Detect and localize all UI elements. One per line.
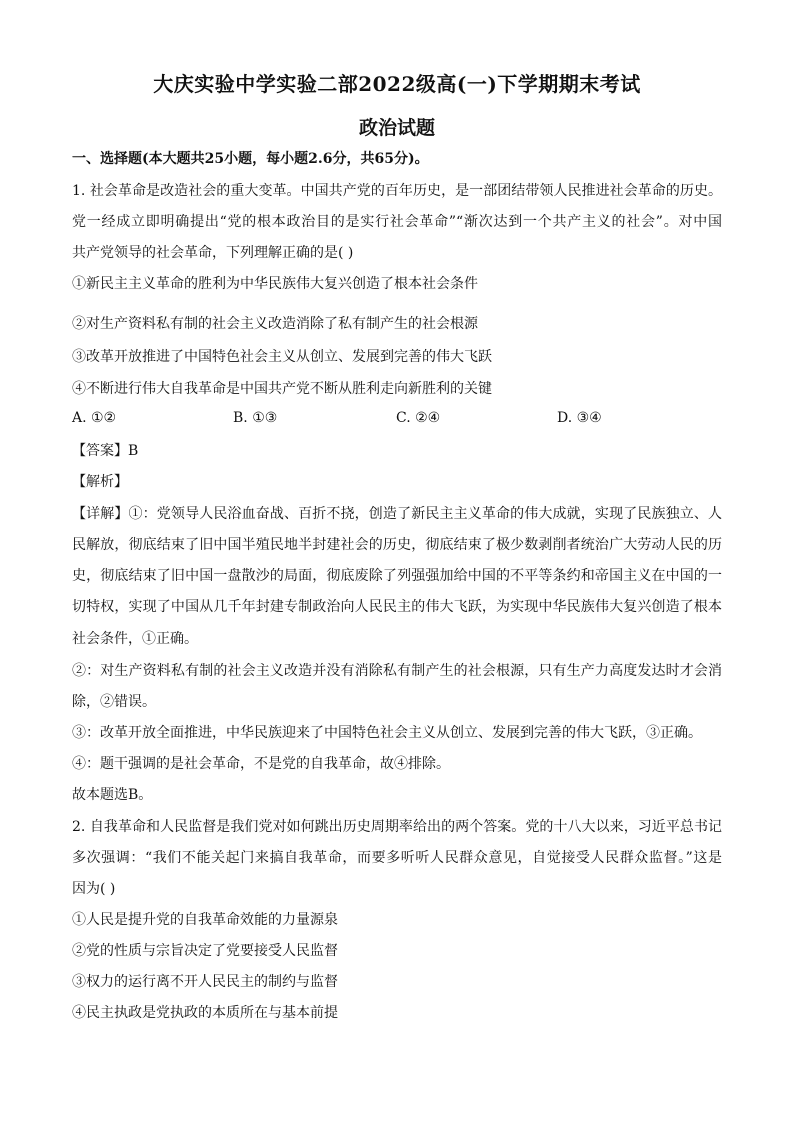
section-heading: 一、选择题(本大题共25小题，每小题2.6分，共65分)。 xyxy=(72,151,429,167)
q2-statement-2: ②党的性质与宗旨决定了党要接受人民监督 xyxy=(72,943,338,959)
q1-detail4: ④：题干强调的是社会革命，不是党的自我革命，故④排除。 xyxy=(72,756,450,772)
q2-stem-line-3: 因为( ) xyxy=(72,881,116,897)
q1-stem-line-1: 1. 社会革命是改造社会的重大变革。中国共产党的百年历史，是一部团结带领人民推进社会革命的历史。 xyxy=(72,183,722,199)
q1-statement-1: ①新民主主义革命的胜利为中华民族伟大复兴创造了根本社会条件 xyxy=(72,276,478,292)
q1-conclusion: 故本题选B。 xyxy=(72,787,153,803)
q2-statement-1: ①人民是提升党的自我革命效能的力量源泉 xyxy=(72,912,338,928)
q1-detail2-line-1: ②：对生产资料私有制的社会主义改造并没有消除私有制产生的社会根源，只有生产力高度发达时才会消 xyxy=(72,663,722,679)
q1-detail-line-1: 【详解】①：党领导人民浴血奋战、百折不挠，创造了新民主主义革命的伟大成就，实现了民族独立、人 xyxy=(72,506,722,522)
q1-analysis-label: 【解析】 xyxy=(72,474,128,490)
q1-detail3: ③：改革开放全面推进，中华民族迎来了中国特色社会主义从创立、发展到完善的伟大飞跃，③正确。 xyxy=(72,725,702,741)
q1-option-a: A. ①② xyxy=(72,410,117,426)
q2-statement-4: ④民主执政是党执政的本质所在与基本前提 xyxy=(72,1005,338,1021)
q1-detail2-line-2: 除，②错误。 xyxy=(72,694,156,710)
exam-title: 大庆实验中学实验二部2022级高(一)下学期期末考试 xyxy=(153,72,641,96)
q1-option-c: C. ②④ xyxy=(396,410,441,426)
q1-statement-2: ②对生产资料私有制的社会主义改造消除了私有制产生的社会根源 xyxy=(72,316,478,332)
q1-statement-4: ④不断进行伟大自我革命是中国共产党不断从胜利走向新胜利的关键 xyxy=(72,381,492,397)
q1-detail-line-4: 切特权，实现了中国从几千年封建专制政治向人民民主的伟大飞跃，为实现中华民族伟大复兴创造了根本 xyxy=(72,599,722,615)
q1-stem-line-3: 共产党领导的社会革命，下列理解正确的是( ) xyxy=(72,245,354,261)
q2-stem-line-2: 多次强调：“我们不能关起门来搞自我革命，而要多听听人民群众意见，自觉接受人民群众监督。”这是 xyxy=(72,850,722,866)
q1-answer: 【答案】B xyxy=(72,443,139,459)
q2-statement-3: ③权力的运行离不开人民民主的制约与监督 xyxy=(72,974,338,990)
q1-option-d: D. ③④ xyxy=(557,410,602,426)
q1-stem-line-2: 党一经成立即明确提出“党的根本政治目的是实行社会革命”“渐次达到一个共产主义的社会”。对中国 xyxy=(72,214,722,230)
q1-detail-line-5: 社会条件，①正确。 xyxy=(72,631,198,647)
q1-statement-3: ③改革开放推进了中国特色社会主义从创立、发展到完善的伟大飞跃 xyxy=(72,349,492,365)
q1-detail-line-3: 史，彻底结束了旧中国一盘散沙的局面，彻底废除了列强强加给中国的不平等条约和帝国主义在中国的一 xyxy=(72,568,722,584)
q2-stem-line-1: 2. 自我革命和人民监督是我们党对如何跳出历史周期率给出的两个答案。党的十八大以来，习近平总书记 xyxy=(72,819,722,835)
q1-option-b: B. ①③ xyxy=(233,410,278,426)
exam-subject: 政治试题 xyxy=(358,117,435,139)
q1-detail-line-2: 民解放，彻底结束了旧中国半殖民地半封建社会的历史，彻底结束了极少数剥削者统治广大劳动人民的历 xyxy=(72,537,722,553)
